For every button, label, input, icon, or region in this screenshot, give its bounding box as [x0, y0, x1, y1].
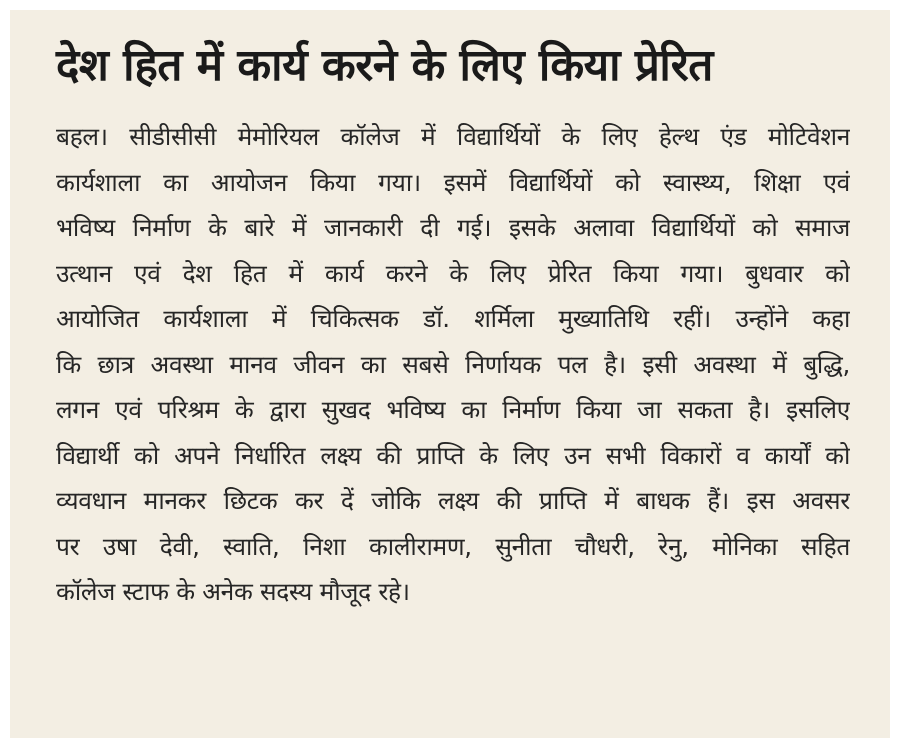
body-line: आयोजित कार्यशाला में चिकित्सक डॉ. शर्मिला मुख्यातिथि रहीं। उन्होंने कहा [56, 304, 850, 333]
body-line: कॉलेज स्टाफ के अनेक सदस्य मौजूद रहे। [56, 577, 410, 606]
body-line: उत्थान एवं देश हित में कार्य करने के लिए प्रेरित किया गया। बुधवार को [56, 258, 850, 288]
headline: देश हित में कार्य करने के लिए किया प्रेरित [56, 40, 713, 91]
body-line: विद्यार्थी को अपने निर्धारित लक्ष्य की प्राप्ति के लिए उन सभी विकारों व कार्यों को [56, 440, 850, 470]
body-line: लगन एवं परिश्रम के द्वारा सुखद भविष्य का निर्माण किया जा सकता है। इसलिए [56, 395, 850, 424]
news-clipping [10, 10, 890, 738]
article-body [56, 114, 850, 615]
body-line: कि छात्र अवस्था मानव जीवन का सबसे निर्णायक पल है। इसी अवस्था में बुद्धि, [56, 349, 850, 379]
body-line: व्यवधान मानकर छिटक कर दें जोकि लक्ष्य की प्राप्ति में बाधक हैं। इस अवसर [56, 486, 850, 515]
body-line: भविष्य निर्माण के बारे में जानकारी दी गई। इसके अलावा विद्यार्थियों को समाज [56, 213, 850, 242]
body-line: पर उषा देवी, स्वाति, निशा कालीरामण, सुनीता चौधरी, रेनु, मोनिका सहित [56, 531, 850, 561]
body-line: कार्यशाला का आयोजन किया गया। इसमें विद्यार्थियों को स्वास्थ्य, शिक्षा एवं [56, 167, 850, 197]
body-line: बहल। सीडीसीसी मेमोरियल कॉलेज में विद्यार्थियों के लिए हेल्थ एंड मोटिवेशन [56, 122, 850, 151]
